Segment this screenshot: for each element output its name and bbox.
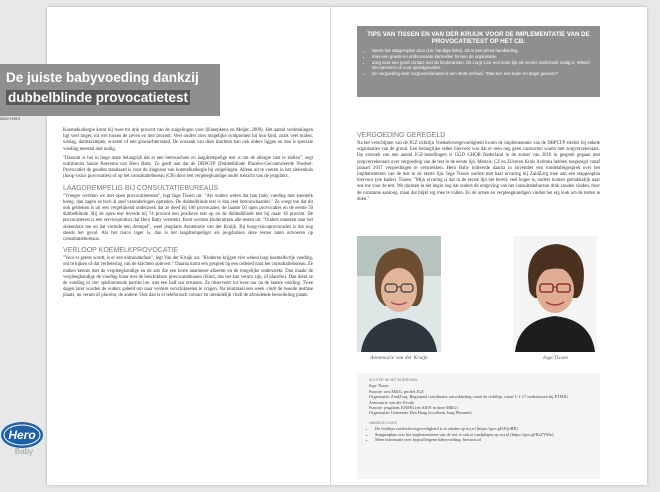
portrait-photo-inge bbox=[513, 236, 597, 352]
section-paragraph: Na het verschijnen van de JGZ richtlijn Voedselovergevoeligheid kwam de implementatie van de DBPCFP slechts bij enkele organisaties van de grond. Een belangrijke reden hiervoor was dat er toen nog geen contracten waren met zorgverzekeraars. Op verzoek van een aantal JGZ-instellingen is GGD GHOR Nederland in de zomer van 2016 in gesprek gegaan met zorgverzekeraars over vergoeding van de test in de eerste lijn. Menzis, CZ en Zilveren Kruis Achmea hebben toegezegd vanaf januari 2017 vergoedingen te verstrekken. Hero Baby initieerde daarna in november een rondetafelgesprek over het implementeren van de test in de eerste lijn. Inge Tissen werkte met haar ervaring bij ZuidZorg mee aan een stappenplan hiervoor (zie kader). Tissen: "Mijn ervaring is dat in de eerste lijn het bereik veel hoger is, ouders komen gemakkelijk naar ons toe voor de test. We dachten in het begin nog dat ouders de omgeving van het consultatiebureau druk zouden vinden, door de constante aanloop, maar dat blijkt erg mee te vallen. En de artsen en verpleegkundigen vinden het erg leuk om de testen te doen." bbox=[357, 141, 600, 202]
link-item[interactable]: • Stappenplan over het implementeren van de test is ook te raadplegen op ncj.nl (https://goo.gl/RsZYMo) bbox=[375, 432, 588, 437]
hero-logo-icon bbox=[0, 418, 50, 458]
info-person-line: Annemarie van der Kruijk bbox=[369, 399, 414, 405]
info-person-line: Organisatie: Gemeente Den Haag (voorheen Jong Plezante) bbox=[369, 410, 472, 416]
photo-caption: Annemarie van der Kruijk bbox=[370, 355, 428, 361]
title-line-2: dubbelblinde provocatietest bbox=[8, 90, 189, 105]
tips-title: TIPS VAN TISSEN EN VAN DER KRUIJK VOOR DE IMPLEMENTATIE VAN DE PROVOCATIETEST OP HET CB: bbox=[367, 31, 590, 46]
section-heading: VERGOEDING GEREGELD bbox=[357, 132, 446, 139]
logo-brand-text: Hero bbox=[8, 428, 36, 442]
info-person-line: Functie: arts M&G, profiel JGZ bbox=[369, 388, 424, 394]
link-item[interactable]: • De richtlijn voedselovergevoeligheid is te vinden op ncj.nl (https://goo.gl/fJQoRR) bbox=[375, 426, 588, 431]
section-heading: VERLOOP KOEMELKPROVOCATIE bbox=[63, 247, 178, 255]
info-person-line: Organisatie: ZuidZorg, Regionaal coördinator ontwikkeling vanaf de richtlijn, vanaf 1-1-17 ondertussen bij ETMIG bbox=[369, 394, 569, 400]
link-item[interactable]: • Meer informatie over hypoallergene babyvoeding: heroarts.nl bbox=[375, 437, 588, 442]
page-gutter bbox=[330, 7, 331, 485]
links-list bbox=[369, 426, 588, 442]
intro-paragraph: "Daarom is het in hoge mate belangrijk dat er een betrouwbare en laagdrempelige test is om de allergie vast te stellen", zegt nutritionist Sanne Boerema van Hero Baby. Ze geeft aan dat de DBPCFP (Dubbelblinde Placebo-Gecontroleerde Voedsel-Provocatie) de gouden standaard is voor de diagnose van koemelkallergie bij zuigelingen. Alleen uit te voeren in het ziekenhuis (hoog-risico provocaties) of op het consultatiebureau (CB) door een verpleegkundige onder toezicht van de jeugdarts. bbox=[63, 155, 313, 180]
portrait-image bbox=[513, 236, 597, 352]
tips-item: • Kies een goede en enthousiaste kartrekker binnen de organisatie. bbox=[372, 54, 592, 60]
article-right-column bbox=[357, 128, 600, 230]
tips-item: • Neem het stappenplan door (zie: handige links). Dit is een prima handleiding. bbox=[372, 48, 592, 54]
info-person-line: Inge Tissen bbox=[369, 383, 389, 389]
section-paragraph: "Voor er getest wordt, is er een eliminatiefase", legt Van der Kruijk uit. "Kinderen krijgen vier weken lang koemelkvrije voeding, om te kijken of dat verbetering van de klachten oplevert." Daarna komt een gesprek op een ordered naar het consultatiebureau. Ze maken kennis met de verpleegkundige en de arts die een korte anamnese afneemt en de mogelijke onderzoekt. Dan maakt de verpleegkundige de voeding klaar met de beschikbare provocatiebussen (blind, dus het kan verum zijn, óf placebo). Dan dient ze de voeding in vier opklimmende porties toe, met een half uur ertussen. Ze observeert tot twee uur na de laatste voeding. Twee dagen later worden de ouders gebeld om naar verdere verschijnselen te vragen. Na minimaal een week vindt de tweede testfase plaats, nu verum óf placebo, de andere. Ook dan is er telefonisch contact en uiteindelijk vindt de afrondende beoordeling plaats. bbox=[63, 256, 313, 299]
title-line-1: De juiste babyvoeding dankzij bbox=[6, 70, 199, 85]
info-label-links: HANDIGE LINKS bbox=[369, 420, 397, 425]
logo-sub-text: Baby bbox=[14, 447, 34, 456]
article-title bbox=[0, 64, 220, 116]
tips-box bbox=[357, 26, 600, 97]
portrait-photo-annemarie bbox=[357, 236, 441, 352]
intro-paragraph: Koemelkallergie komt bij twee tot drie procent van de zuigelingen voor (Kneepkens en Meijer, 2009). Het aantal verdenkingen ligt veel hoger, tot wel tussen de zeven en tien procent. Veel ouders zien mogelijke symptomen bij hun kind, zoals veel huilen, uitslag, darmkrampen, eczeem of een groeiachterstand. De oorzaak van deze klachten kan ook elders liggen en dan is speciale voeding meestal niet nodig. bbox=[63, 128, 313, 152]
portrait-image bbox=[357, 236, 441, 352]
section-paragraph: "Vroeger werkten we met open provocatietesten", legt Inge Tissen uit. "Als ouders weten dat hun baby voeding met koemelk kreeg, dan zagen ze toch al snel veranderingen optreden. De dubbelblinde test is dan veel betrouwbaarder." Ze voegt toe dat dit ook gebleken is uit een vergelijkend onderzoek dat ze deed bij 100 provocaties, de laatste 50 open provocaties en de eerste 50 dubbelblinde. Bij de open test leverde bij 74 procent een positieve test op en de dubbelblinde test bij maar 18 procent. De provocatietest is een serviceproduct dat Hero Baby verstrekt. Eerst worden kinderartsen alle testen uit. "Ouders moesten naar het ziekenhuis toe en dat vormde een drempel", weet jeugdarts Annemarie van der Kruijk. Bij hoog-risicoprovocaties is dat nog steeds het geval. Als het risico lager is, dan is het laagdrempeliger als jeugdartsen deze testen laten uitvoeren op consultatiebureaus. bbox=[63, 193, 313, 243]
info-box bbox=[357, 373, 600, 479]
section-heading: LAAGDREMPELIG BIJ CONSULTATIEBUREAUS bbox=[63, 184, 219, 192]
info-label-interview: ACHTER IN HET INTERVIEW bbox=[369, 378, 418, 382]
tips-list bbox=[365, 48, 592, 76]
tips-item: • De vergoeding door zorgverzekeraars is een sterk verhaal. "Dan kun een team en begin gewoon!" bbox=[372, 71, 592, 77]
info-person-line: Functie: jeugdarts KNMG (en AIOS in deze M&G) bbox=[369, 405, 458, 411]
article-left-column bbox=[63, 128, 313, 476]
tips-item: • Zorg voor een goed contact met de kinderartsen. Dit zorgt voor een korte lijn als verder onderzoek nodig is. Wissel 06-nummers uit voor spoedgevallen. bbox=[372, 60, 592, 71]
byline: door Hero bbox=[0, 116, 21, 121]
photo-caption: Inge Tissen bbox=[543, 355, 568, 361]
hero-baby-logo bbox=[0, 418, 50, 458]
